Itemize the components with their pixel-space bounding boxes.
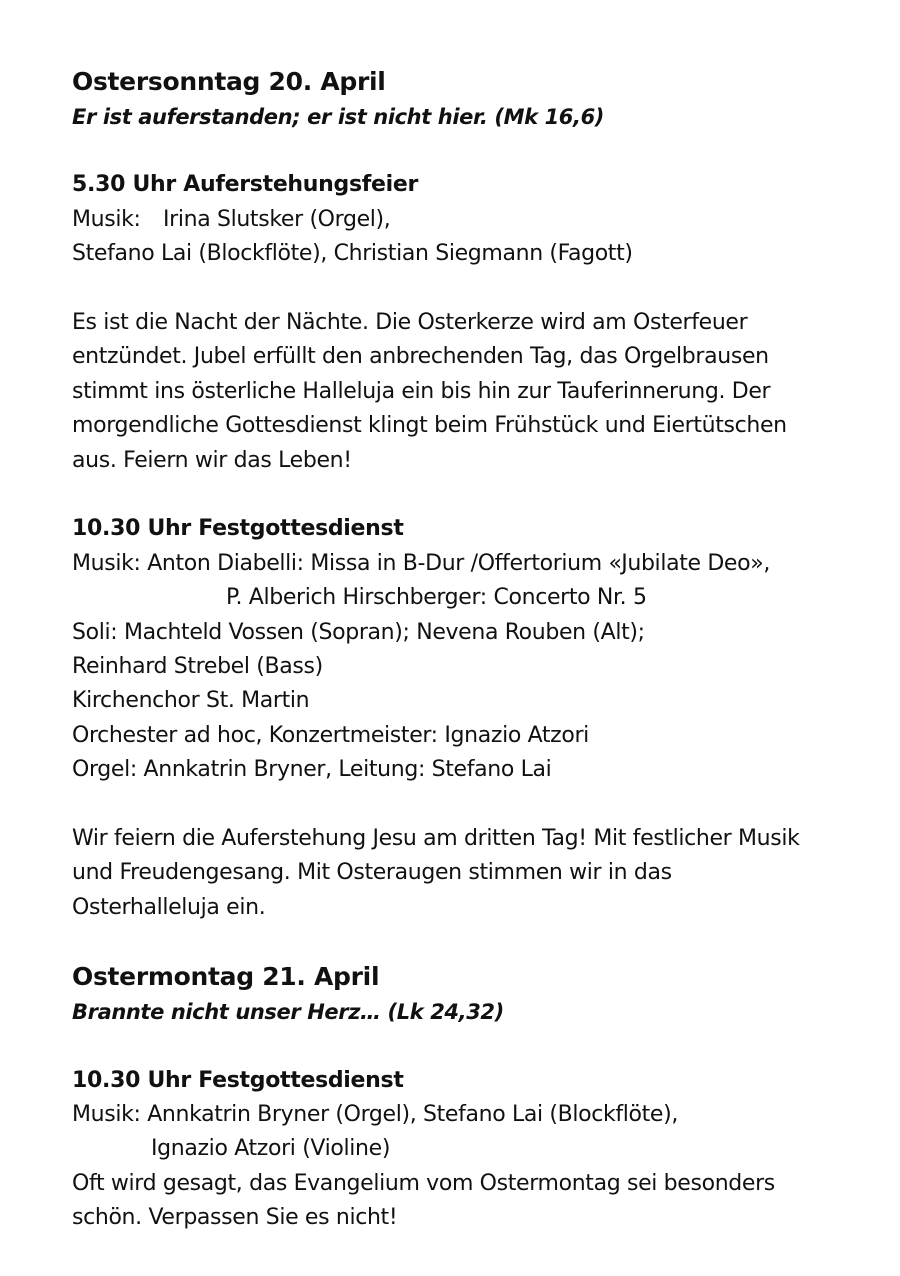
monday-service-title: 10.30 Uhr Festgottesdienst bbox=[72, 1067, 404, 1093]
festival-choir: Kirchenchor St. Martin bbox=[72, 688, 310, 714]
sunday-motto: Er ist auferstanden; er ist nicht hier. (Mk 16,6) bbox=[72, 105, 604, 129]
paragraph-line: entzündet. Jubel erfüllt den anbrechenden Tag, das Orgelbrausen bbox=[72, 344, 769, 370]
spacer bbox=[72, 788, 862, 822]
festival-soli-line-2: Reinhard Strebel (Bass) bbox=[72, 654, 323, 680]
spacer bbox=[72, 272, 862, 306]
monday-heading: Ostermontag 21. April bbox=[72, 962, 380, 992]
paragraph-line: Es ist die Nacht der Nächte. Die Osterkerze wird am Osterfeuer bbox=[72, 310, 748, 335]
festival-music-line: Musik: Anton Diabelli: Missa in B-Dur /Offertorium «Jubilate Deo», bbox=[72, 550, 770, 576]
paragraph-line: und Freudengesang. Mit Osteraugen stimmen wir in das bbox=[72, 860, 672, 886]
sunday-heading: Ostersonntag 20. April bbox=[72, 67, 386, 96]
sunrise-music-instruments: Stefano Lai (Blockflöte), Christian Siegmann (Fagott) bbox=[72, 241, 633, 267]
monday-music-line-2: Ignazio Atzori (Violine) bbox=[151, 1136, 391, 1162]
paragraph-line: Oft wird gesagt, das Evangelium vom Ostermontag sei besonders bbox=[72, 1170, 775, 1196]
festival-orchestra: Orchester ad hoc, Konzertmeister: Ignazio Atzori bbox=[72, 722, 589, 748]
paragraph-line: stimmt ins österliche Halleluja ein bis hin zur Tauferinnerung. Der bbox=[72, 378, 771, 404]
sunrise-description bbox=[72, 306, 862, 478]
sunrise-music-line bbox=[72, 203, 862, 237]
monday-music-line: Musik: Annkatrin Bryner (Orgel), Stefano Lai (Blockflöte), bbox=[72, 1102, 678, 1128]
paragraph-line: Osterhalleluja ein. bbox=[72, 894, 266, 920]
spacer bbox=[72, 478, 862, 512]
festival-description bbox=[72, 822, 862, 925]
sunrise-music-label: Musik: bbox=[72, 206, 141, 232]
festival-soli-line: Soli: Machteld Vossen (Sopran); Nevena Rouben (Alt); bbox=[72, 619, 645, 645]
easter-schedule-page bbox=[72, 64, 862, 1236]
festival-organ: Orgel: Annkatrin Bryner, Leitung: Stefano Lai bbox=[72, 757, 552, 783]
paragraph-line: morgendliche Gottesdienst klingt beim Frühstück und Eiertütschen bbox=[72, 413, 787, 439]
festival-music-line-2: P. Alberich Hirschberger: Concerto Nr. 5 bbox=[226, 585, 647, 611]
spacer bbox=[72, 1029, 862, 1063]
spacer bbox=[72, 134, 862, 168]
paragraph-line: aus. Feiern wir das Leben! bbox=[72, 447, 352, 473]
festival-service-title: 10.30 Uhr Festgottesdienst bbox=[72, 516, 404, 542]
sunrise-service-title: 5.30 Uhr Auferstehungsfeier bbox=[72, 172, 419, 198]
sunrise-music-organ: Irina Slutsker (Orgel), bbox=[163, 206, 391, 232]
monday-motto: Brannte nicht unser Herz… (Lk 24,32) bbox=[72, 1000, 504, 1025]
paragraph-line: schön. Verpassen Sie es nicht! bbox=[72, 1205, 398, 1231]
paragraph-line: Wir feiern die Auferstehung Jesu am dritten Tag! Mit festlicher Musik bbox=[72, 826, 800, 852]
